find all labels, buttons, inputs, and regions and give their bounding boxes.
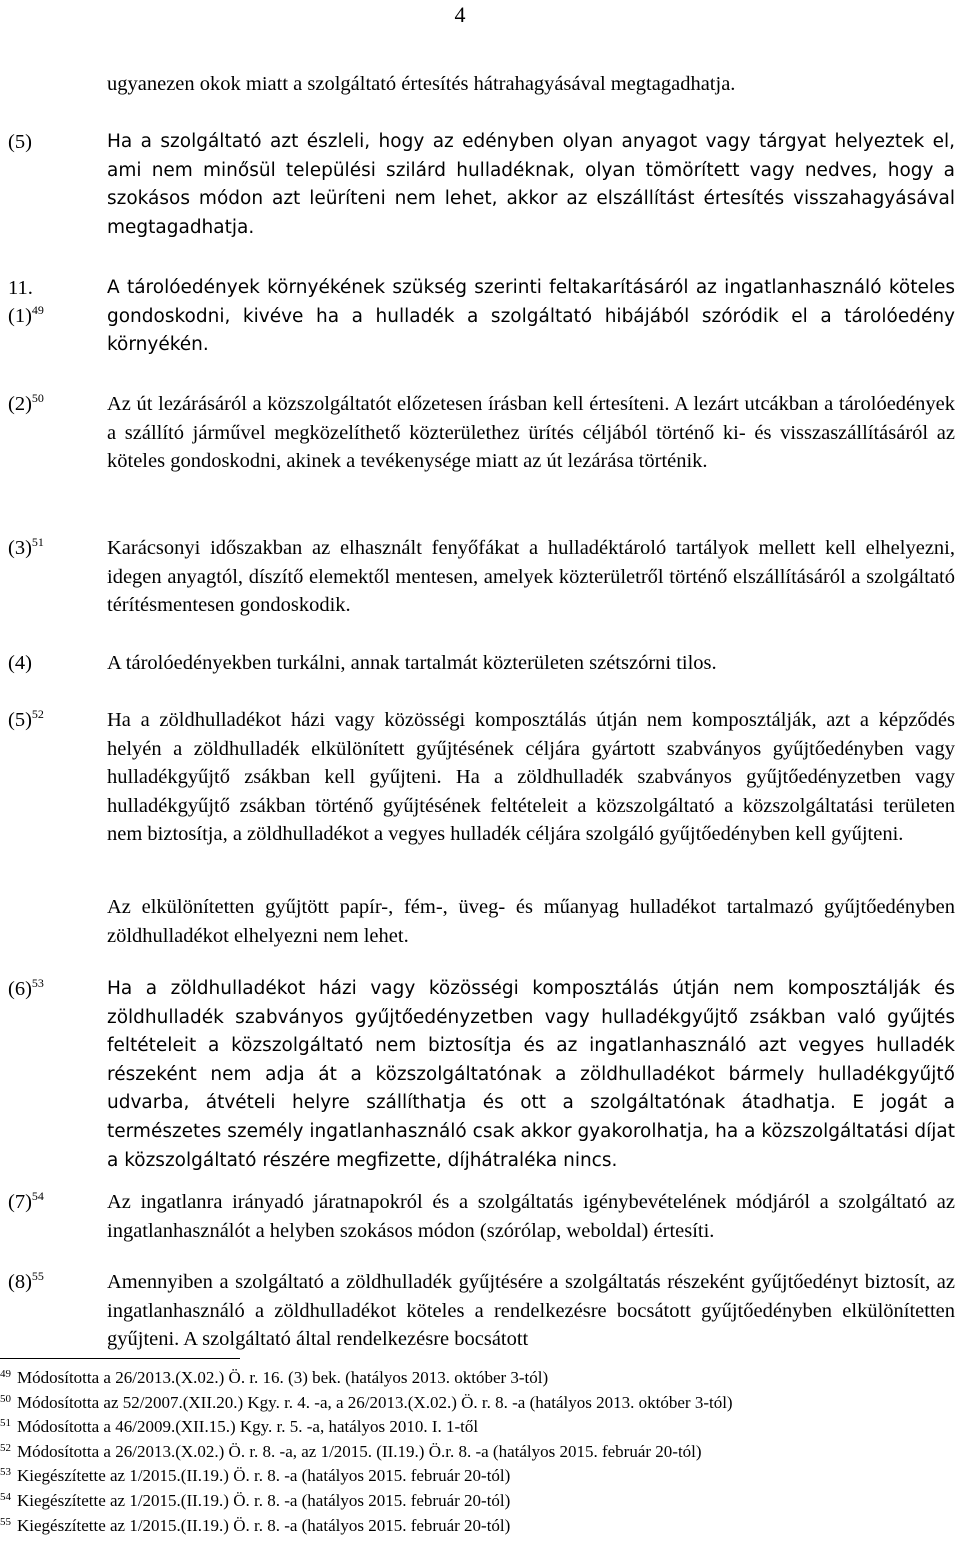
footnote: $^{54}$ Kiegészítette az 1/2015.(II.19.) Ö. r. 8. -a (hatályos 2015. február 20-tól): [0, 1490, 511, 1510]
paragraph-label: (8): [8, 1271, 32, 1293]
footnote: $^{50}$ Módosította az 52/2007.(XII.20.) Kgy. r. 4. -a, a 26/2013.(X.02.) Ö. r. 8. -a (hatályos 2013. október 3-tól): [0, 1392, 733, 1412]
continuation-text: ugyanezen okok miatt a szolgáltató értesítés hátrahagyásával megtagadhatja.: [107, 73, 736, 95]
paragraph-text: A tárolóedényekben turkálni, annak tartalmát közterületen szétszórni tilos.: [107, 652, 717, 674]
footnote-ref[interactable]: 54: [31, 1189, 44, 1203]
page-number: 4: [454, 2, 466, 27]
paragraph-text: Ha a szolgáltató azt észleli, hogy az edényben olyan anyagot vagy tárgyat helyeztek el, ami nem minősül települési szilárd hulladéknak, olyan tömörített vagy nedves, hogy a szokásos módon azt leüríteni nem lehet, akkor az elszállítást értesítés visszahagyásával megtagadhatja.: [107, 131, 955, 238]
section-number: 11.: [8, 277, 33, 299]
paragraph-text: Ha a zöldhulladékot házi vagy közösségi komposztálás útján nem komposztálják, azt a képződés helyén a zöldhulladék elkülönített gyűjtésének céljára gyártott szabványos gyűjtőedényben vagy hulladékgyűjtő zsákban kell gyűjteni. Ha a zöldhulladék szabványos gyűjtőedényzetben vagy hulladékgyűjtő zsákban történő gyűjtésének feltételeit a közszolgáltató a közszolgáltatási területen nem biztosítja, a zöldhulladékot a vegyes hulladék céljára szolgáló gyűjtőedényben kell gyűjteni.: [107, 709, 955, 846]
paragraph-label: (6): [8, 978, 32, 1000]
paragraph-text: Az ingatlanra irányadó járatnapokról és a szolgáltatás igénybevételének módjáról a szolgáltató az ingatlanhasználót a helyben szokásos módon (szórólap, weboldal) értesíti.: [107, 1191, 955, 1242]
footnote: $^{49}$ Módosította a 26/2013.(X.02.) Ö. r. 16. (3) bek. (hatályos 2013. október 3-tól): [0, 1368, 549, 1387]
paragraph-label: (3): [8, 537, 32, 559]
paragraph-text: A tárolóedények környékének szükség szerinti feltakarításáról az ingatlanhasználó köteles gondoskodni, kivéve ha a hulladék a szolgáltató hibájából szóródik el a tárolóedény környékén.: [107, 277, 955, 356]
footnote: $^{55}$ Kiegészítette az 1/2015.(II.19.) Ö. r. 8. -a (hatályos 2015. február 20-tól): [0, 1515, 511, 1535]
paragraph-text: Karácsonyi időszakban az elhasznált fenyőfákat a hulladéktároló tartályok mellett kell elhelyezni, idegen anyagtól, díszítő elemektől mentesen, amelyek közterületről történő elszállításáról a szolgáltató térítésmentesen gondoskodik.: [107, 537, 955, 617]
footnote-ref[interactable]: 55: [31, 1269, 44, 1283]
paragraph-label: (5): [8, 131, 32, 153]
footnote-ref[interactable]: 50: [31, 391, 44, 405]
footnote: $^{52}$ Módosította a 26/2013.(X.02.) Ö. r. 8. -a, az 1/2015. (II.19.) Ö.r. 8. -a (hatályos 2015. február 20-tól): [0, 1441, 702, 1461]
footnote-ref[interactable]: 53: [31, 976, 44, 990]
footnote-ref[interactable]: 52: [31, 707, 44, 721]
paragraph-label: (1): [8, 305, 32, 327]
footnote-ref[interactable]: 51: [31, 535, 44, 549]
paragraph-label: (2): [8, 393, 32, 415]
footnote: $^{51}$ Módosította a 46/2009.(XII.15.) Kgy. r. 5. -a, hatályos 2010. I. 1-től: [0, 1417, 479, 1437]
paragraph-text: Amennyiben a szolgáltató a zöldhulladék gyűjtésére a szolgáltatás részeként gyűjtőedényt biztosít, az ingatlanhasználó a zöldhulladékot köteles a rendelkezésre bocsátott gyűjtőedényben elkülönítetten gyűjteni. A szolgáltató által rendelkezésre bocsátott: [107, 1271, 955, 1351]
paragraph-text: Ha a zöldhulladékot házi vagy közösségi komposztálás útján nem komposztálják és zöldhulladék szabványos gyűjtőedényzetben vagy hulladékgyűjtő zsákban való gyűjtés feltételeit a közszolgáltató nem biztosítja és az ingatlanhasználó azt vegyes hulladék részeként nem adja át a közszolgáltatónak a zöldhulladékot bármely hulladékgyűjtő udvarba, átvételi helyre szállíthatja és ott a szolgáltatónak átadhatja. E jogát a természetes személy ingatlanhasználó csak akkor gyakorolhatja, ha a közszolgáltatási díjat a közszolgáltató részére megfizette, díjhátraléka nincs.: [107, 978, 955, 1171]
paragraph-label: (7): [8, 1191, 32, 1213]
paragraph-label: (4): [8, 652, 32, 674]
paragraph-label: (5): [8, 709, 32, 731]
paragraph-text: Az út lezárásáról a közszolgáltatót előzetesen írásban kell értesíteni. A lezárt utcákban a tárolóedények a szállító járművel megközelíthető közterülethez ürítés céljából történő ki- és visszaszállításáról az köteles gondoskodni, akinek a tevékenysége miatt az út lezárása történik.: [107, 393, 955, 473]
footnotes: [0, 1366, 960, 1538]
paragraph-text-continued: Az elkülönítetten gyűjtött papír-, fém-, üveg- és műanyag hulladékot tartalmazó gyűjtőedényben zöldhulladékot elhelyezni nem lehet.: [107, 896, 955, 947]
footnote: $^{53}$ Kiegészítette az 1/2015.(II.19.) Ö. r. 8. -a (hatályos 2015. február 20-tól): [0, 1466, 511, 1486]
footnote-divider: [0, 1358, 240, 1359]
footnote-ref[interactable]: 49: [31, 303, 44, 317]
